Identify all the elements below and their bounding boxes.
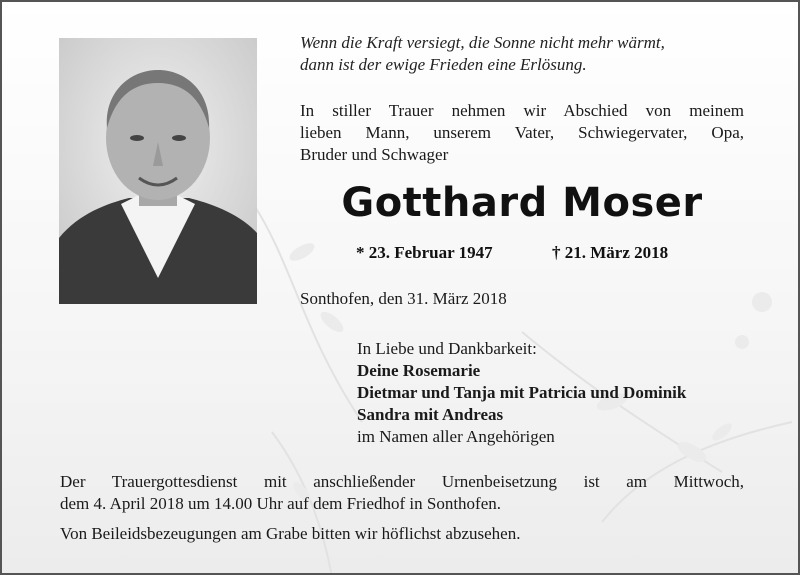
family-intro: In Liebe und Dankbarkeit: — [357, 339, 537, 358]
verse-line: Wenn die Kraft versiegt, die Sonne nicht mehr wärmt, — [300, 33, 665, 52]
portrait-icon — [59, 38, 257, 304]
service-line: Der Trauergottesdienst mit anschließender Urnenbeisetzung ist am Mittwoch, — [60, 472, 744, 491]
family-signature — [357, 338, 686, 448]
death-date: † 21. März 2018 — [552, 243, 669, 262]
intro-line: lieben Mann, unserem Vater, Schwiegervater, Opa, — [300, 123, 744, 142]
service-info — [60, 471, 744, 515]
verse — [300, 32, 750, 76]
service-line: dem 4. April 2018 um 14.00 Uhr auf dem Friedhof in Sonthofen. — [60, 494, 502, 513]
deceased-name: Gotthard Moser — [341, 180, 703, 226]
family-member: Sandra mit Andreas — [357, 405, 504, 424]
family-member: Dietmar und Tanja mit Patricia und Dominik — [357, 383, 687, 402]
condolence-note: Von Beileidsbezeugungen am Grabe bitten wir höflichst abzusehen. — [60, 524, 521, 543]
intro-line: Bruder und Schwager — [300, 145, 449, 164]
place-and-date: Sonthofen, den 31. März 2018 — [300, 289, 507, 308]
family-closing: im Namen aller Angehörigen — [357, 427, 555, 446]
intro-text — [300, 100, 744, 166]
verse-line: dann ist der ewige Frieden eine Erlösung. — [300, 55, 587, 74]
intro-line: In stiller Trauer nehmen wir Abschied von meinem — [300, 101, 744, 120]
portrait-photo — [59, 38, 257, 304]
birth-date: * 23. Februar 1947 — [356, 243, 493, 262]
family-member: Deine Rosemarie — [357, 361, 481, 380]
